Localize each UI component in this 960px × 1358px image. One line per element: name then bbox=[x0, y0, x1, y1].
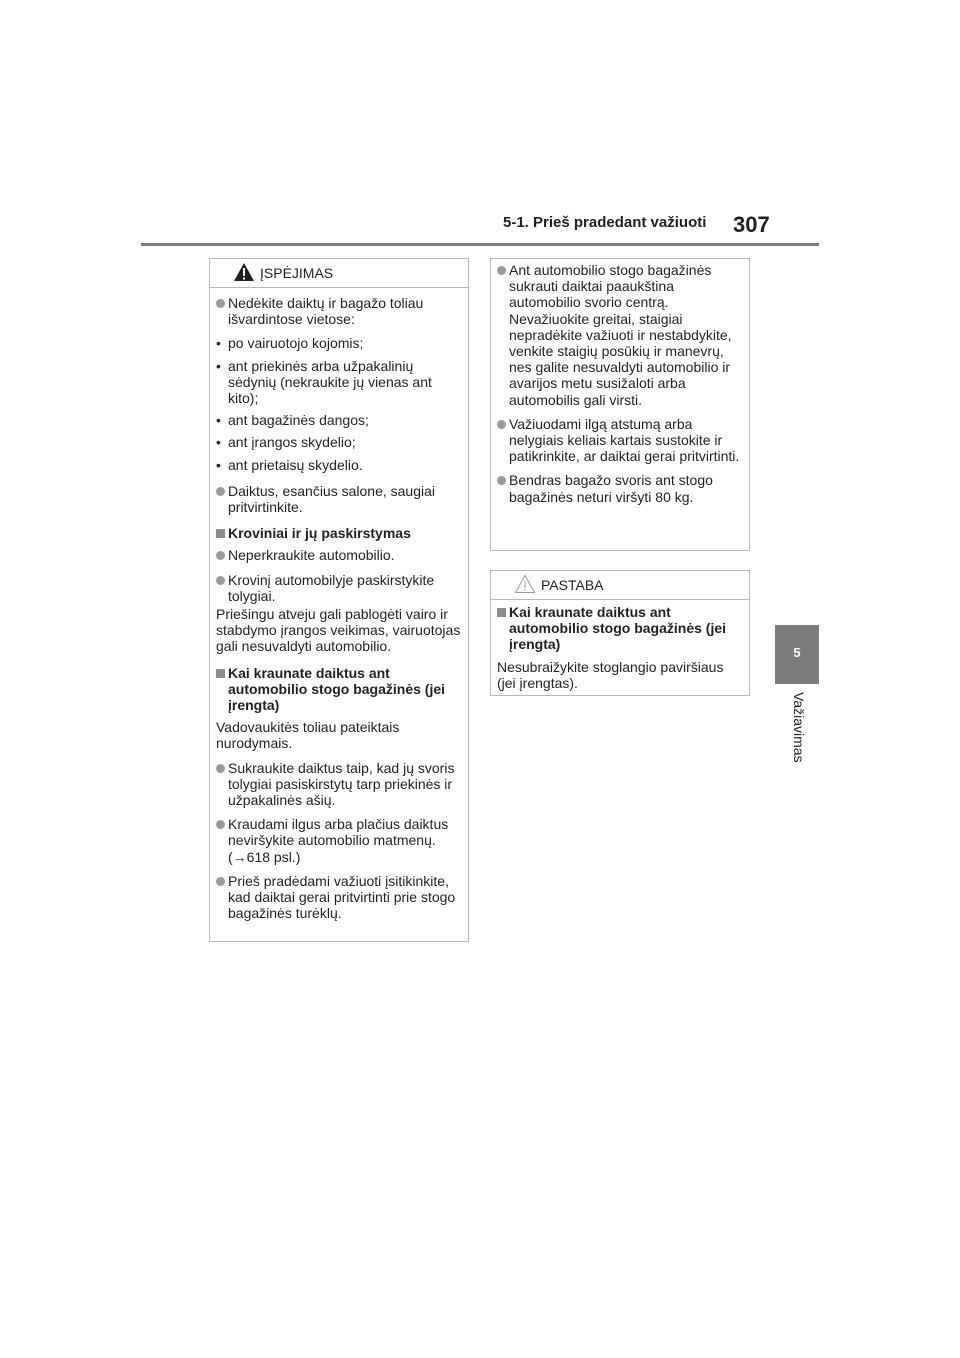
list-item: Neperkraukite automobilio. bbox=[216, 547, 462, 563]
bullet-dot-icon bbox=[497, 266, 506, 275]
list-item: • po vairuotojo kojomis; bbox=[216, 335, 364, 352]
header-divider bbox=[141, 243, 819, 246]
bullet-dot-icon bbox=[216, 764, 225, 773]
list-item: • ant priekinės arba užpakalinių sėdynių (nekraukite jų vienas ant kito); bbox=[216, 357, 432, 407]
notice-body bbox=[491, 600, 749, 691]
list-item: Nedėkite daiktų ir bagažo toliau išvardintose vietose: bbox=[216, 295, 462, 327]
square-bullet-icon bbox=[497, 608, 506, 617]
page-number: 307 bbox=[733, 212, 770, 237]
warning-continued-box bbox=[490, 258, 750, 551]
list-item: Prieš pradėdami važiuoti įsitikinkite, kad daiktai gerai pritvirtinti prie stogo bagažinės turėklų. bbox=[216, 873, 462, 922]
paragraph: Nesubraižykite stoglangio paviršiaus (jei įrengtas). bbox=[497, 658, 724, 691]
list-item: • ant bagažinės dangos; bbox=[216, 412, 369, 429]
notice-box-header bbox=[491, 571, 749, 600]
section-title: 5-1. Prieš pradedant važiuoti bbox=[503, 214, 707, 231]
bullet-dot-icon bbox=[216, 877, 225, 886]
bullet-dot-icon bbox=[497, 420, 506, 429]
bullet-dot-icon bbox=[216, 299, 225, 308]
list-item: Ant automobilio stogo bagažinės sukrauti daiktai paaukština automobilio svorio centrą. Nevažiuokite greitai, staigiai nepradėkite važiuoti ir nestabdykite, venkite staigių posūkių ir manevrų, nes galite nesuvaldyti automobilio ir avarijos metu susižaloti arba automobilis gali virsti. bbox=[497, 262, 743, 408]
list-item: Sukraukite daiktus taip, kad jų svoris tolygiai pasiskirstytų tarp priekinės ir užpakalinės ašių. bbox=[216, 760, 462, 809]
subsection-title: Kai kraunate daiktus ant automobilio stogo bagažinės (jei įrengta) bbox=[216, 665, 462, 714]
subsection-title: Kai kraunate daiktus ant automobilio stogo bagažinės (jei įrengta) bbox=[497, 604, 743, 653]
chapter-tab[interactable]: 5 bbox=[775, 625, 819, 684]
square-bullet-icon bbox=[216, 529, 225, 538]
list-item: Daiktus, esančius salone, saugiai pritvirtinkite. bbox=[216, 483, 462, 515]
warning-body bbox=[210, 288, 468, 922]
warning-box-header bbox=[210, 259, 468, 288]
list-item: Krovinį automobilyje paskirstykite tolygiai. bbox=[216, 572, 462, 604]
square-bullet-icon bbox=[216, 669, 225, 678]
bullet-dot-icon bbox=[216, 576, 225, 585]
list-item: Bendras bagažo svoris ant stogo bagažinės neturi viršyti 80 kg. bbox=[497, 472, 743, 504]
chapter-name: Važiavimas bbox=[791, 692, 807, 763]
bullet-dot-icon bbox=[216, 551, 225, 560]
list-item: • ant įrangos skydelio; bbox=[216, 434, 356, 451]
notice-box bbox=[490, 570, 750, 696]
warning-icon bbox=[233, 262, 255, 282]
warning-box bbox=[209, 258, 469, 942]
paragraph: Vadovaukitės toliau pateiktais nurodymais. bbox=[216, 719, 400, 752]
bullet-dot-icon bbox=[216, 487, 225, 496]
list-item: Kraudami ilgus arba plačius daiktus neviršykite automobilio matmenų. (→618 psl.) bbox=[216, 816, 462, 865]
notice-title: PASTABA bbox=[541, 577, 604, 593]
list-item: Važiuodami ilgą atstumą arba nelygiais keliais kartais sustokite ir patikrinkite, ar daiktai gerai pritvirtinti. bbox=[497, 416, 743, 465]
bullet-dot-icon bbox=[216, 820, 225, 829]
warning-continued-body bbox=[491, 259, 749, 505]
caution-outline-icon bbox=[514, 574, 536, 594]
paragraph: Priešingu atveju gali pablogėti vairo ir stabdymo įrangos veikimas, vairuotojas gali nesuvaldyti automobilio. bbox=[216, 606, 461, 655]
list-item: • ant prietaisų skydelio. bbox=[216, 456, 363, 473]
bullet-dot-icon bbox=[497, 476, 506, 485]
warning-title: ĮSPĖJIMAS bbox=[260, 265, 334, 281]
subsection-title: Kroviniai ir jų paskirstymas bbox=[216, 525, 462, 541]
